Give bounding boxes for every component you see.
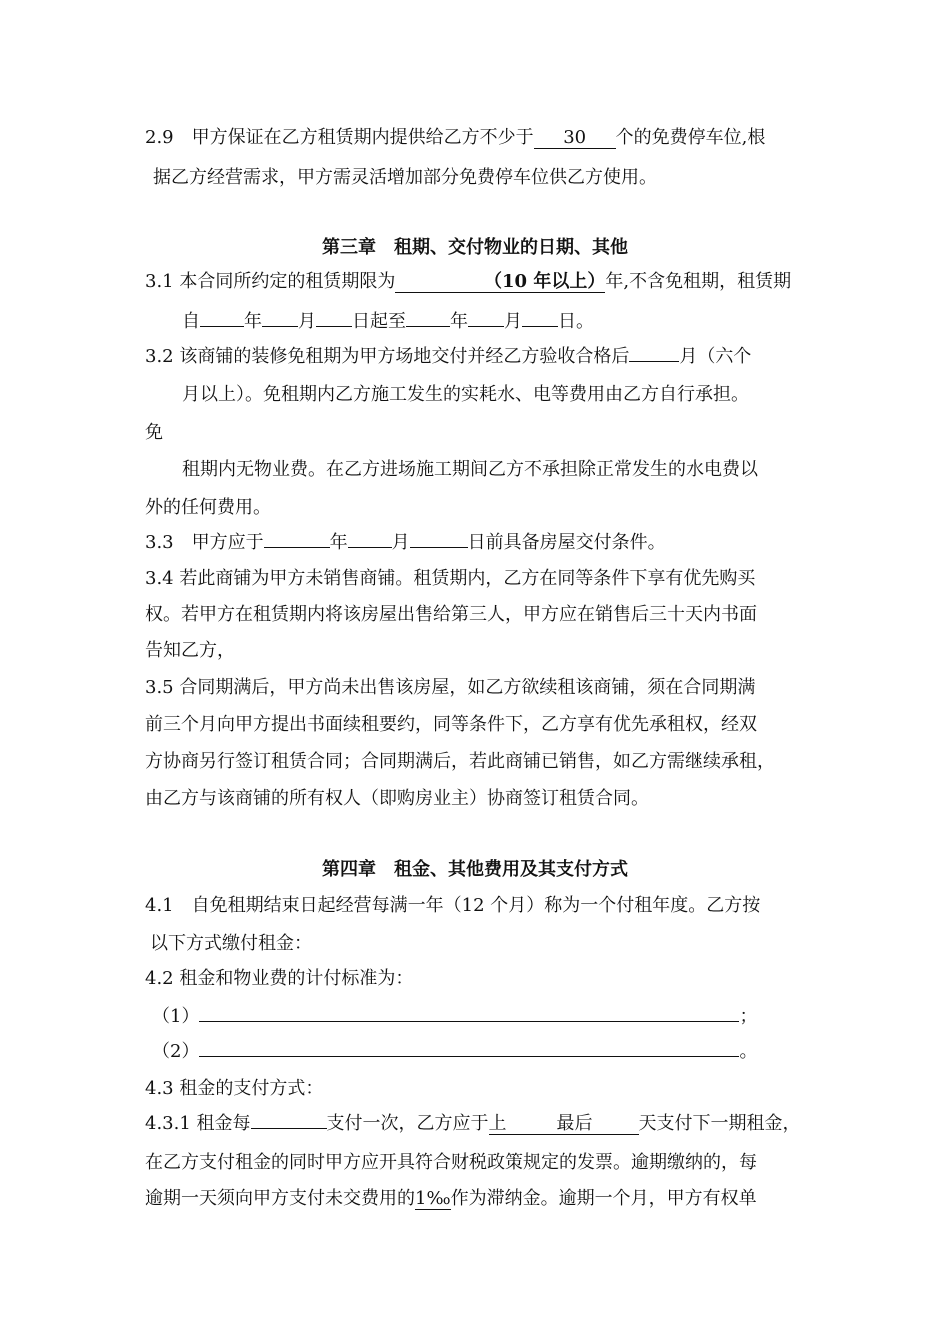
clause-4-2-title: 4.2 租金和物业费的计付标准为： — [145, 968, 414, 989]
delivery-day-blank — [410, 547, 468, 548]
clause-4-3-1-line-3: 逾期一天须向甲方支付未交费用的1‰作为滞纳金。逾期一个月，甲方有权单 — [145, 1188, 757, 1209]
clause-number: 2.9 — [145, 127, 174, 148]
clause-3-2-line-3: 免 — [145, 422, 163, 443]
clause-3-2-line-4: 租期内无物业费。在乙方进场施工期间乙方不承担除正常发生的水电费以 — [182, 459, 758, 480]
payment-deadline-field: 上 最后 — [489, 1114, 639, 1135]
clause-4-1-line-2: 以下方式缴付租金： — [150, 933, 312, 954]
lease-term-field: （10 年以上） — [395, 272, 605, 293]
clause-3-4-line-1: 3.4 若此商铺为甲方未销售商铺。租赁期内，乙方在同等条件下享有优先购买 — [145, 568, 756, 589]
delivery-month-blank — [348, 547, 392, 548]
clause-3-4-line-3: 告知乙方， — [145, 640, 235, 661]
clause-3-2-line-5: 外的任何费用。 — [145, 497, 271, 518]
clause-4-3-1-line-2: 在乙方支付租金的同时甲方应开具符合财税政策规定的发票。逾期缴纳的，每 — [145, 1152, 757, 1173]
late-fee-rate: 1‰ — [415, 1188, 451, 1209]
parking-count-field: 30 — [534, 128, 616, 149]
end-month-blank — [468, 326, 504, 327]
clause-2-9-line-1: 2.9 甲方保证在乙方租赁期内提供给乙方不少于 30 个的免费停车位,根 — [145, 127, 766, 148]
clause-3-2-line-1: 3.2 该商铺的装修免租期为甲方场地交付并经乙方验收合格后 月（六个 — [145, 346, 752, 367]
clause-4-1-line-1: 4.1 自免租期结束日起经营每满一年（12 个月）称为一个付租年度。乙方按 — [145, 895, 761, 916]
clause-3-5-line-2: 前三个月向甲方提出书面续租要约，同等条件下，乙方享有优先承租权，经双 — [145, 714, 757, 735]
clause-3-3: 3.3 甲方应于 年 月 日前具备房屋交付条件。 — [145, 532, 666, 553]
start-year-blank — [200, 326, 244, 327]
clause-4-3-title: 4.3 租金的支付方式： — [145, 1078, 324, 1099]
payment-period-blank — [251, 1128, 327, 1129]
rent-standard-blank-2 — [199, 1056, 739, 1057]
clause-3-1-line-2: 自 年 月 日起至 年 月 日。 — [182, 311, 594, 332]
chapter-3-title: 第三章 租期、交付物业的日期、其他 — [322, 237, 628, 258]
clause-4-3-1-line-1: 4.3.1 租金每 支付一次，乙方应于上 最后 天支付下一期租金， — [145, 1113, 801, 1134]
clause-3-1-line-1: 3.1 本合同所约定的租赁期限为 （10 年以上）年,不含免租期，租赁期 — [145, 271, 792, 292]
clause-3-2-line-2: 月以上）。免租期内乙方施工发生的实耗水、电等费用由乙方自行承担。 — [182, 384, 749, 405]
clause-2-9-line-2: 据乙方经营需求，甲方需灵活增加部分免费停车位供乙方使用。 — [153, 167, 657, 188]
end-day-blank — [522, 326, 558, 327]
clause-3-5-line-4: 由乙方与该商铺的所有权人（即购房业主）协商签订租赁合同。 — [145, 788, 649, 809]
rent-free-months-blank — [629, 361, 679, 362]
clause-4-2-item-2: （2） 。 — [152, 1041, 758, 1062]
clause-3-4-line-2: 权。若甲方在租赁期内将该房屋出售给第三人，甲方应在销售后三十天内书面 — [145, 604, 757, 625]
clause-3-5-line-3: 方协商另行签订租赁合同；合同期满后，若此商铺已销售，如乙方需继续承租， — [145, 751, 775, 772]
clause-3-5-line-1: 3.5 合同期满后，甲方尚未出售该房屋，如乙方欲续租该商铺，须在合同期满 — [145, 677, 756, 698]
end-year-blank — [406, 326, 450, 327]
start-month-blank — [262, 326, 298, 327]
chapter-4-title: 第四章 租金、其他费用及其支付方式 — [322, 859, 628, 880]
delivery-year-blank — [264, 547, 330, 548]
clause-4-2-item-1: （1） ； — [152, 1006, 758, 1027]
rent-standard-blank-1 — [199, 1021, 739, 1022]
start-day-blank — [316, 326, 352, 327]
